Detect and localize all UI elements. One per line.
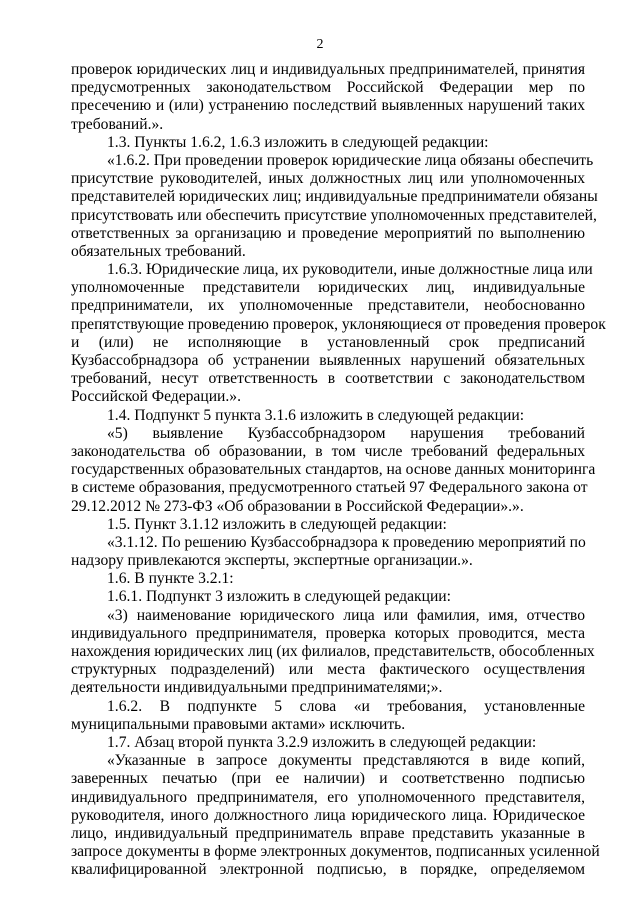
text-line: 1.3. Пункты 1.6.2, 1.6.3 изложить в следующей редакции: <box>107 133 489 151</box>
text-line: Российской Федерации.». <box>71 388 241 406</box>
text-line: запросе документы в форме электронных документов, подписанных усиленной <box>71 843 600 861</box>
text-line: 29.12.2012 № 273-ФЗ «Об образовании в Российской Федерации».». <box>71 497 524 515</box>
text-line: надзору привлекаются эксперты, экспертные организации.». <box>71 552 473 570</box>
text-line: «3) наименование юридического лица или фамилия, имя, отчество <box>107 606 585 624</box>
text-line: обязательных требований. <box>71 242 246 260</box>
text-line: законодательства об образовании, в том числе требований федеральных <box>71 442 585 460</box>
text-line: руководителя, иного должностного лица юридического лица. Юридическое <box>71 806 585 824</box>
text-line: 1.6.3. Юридические лица, их руководители, иные должностные лица или <box>107 261 593 279</box>
text-line: пресечению и (или) устранению последствий выявленных нарушений таких <box>71 97 585 115</box>
text-line: Кузбассобрнадзора об устранении выявленных нарушений обязательных <box>71 352 585 369</box>
text-line: деятельности индивидуальными предпринимателями;». <box>71 679 443 697</box>
text-line: 1.5. Пункт 3.1.12 изложить в следующей редакции: <box>107 515 447 533</box>
document-body <box>71 61 606 879</box>
text-line: 1.7. Абзац второй пункта 3.2.9 изложить в следующей редакции: <box>107 733 537 751</box>
text-line: «Указанные в запросе документы представляются в виде копий, <box>107 752 585 770</box>
text-line: 1.6.2. В подпункте 5 слова «и требования, установленные <box>107 697 585 715</box>
text-line: индивидуального предпринимателя, его уполномоченного представителя, <box>71 788 585 806</box>
text-line: 1.6. В пункте 3.2.1: <box>107 570 234 588</box>
text-line: нахождения юридических лиц (их филиалов, представительств, обособленных <box>71 643 595 660</box>
text-line: заверенных печатью (при ее наличии) и соответственно подписью <box>71 770 585 788</box>
text-line: присутствие руководителей, иных должностных лиц или уполномоченных <box>71 170 585 188</box>
text-line: структурных подразделений) или места фактического осуществления <box>71 661 585 679</box>
text-line: проверок юридических лиц и индивидуальных предпринимателей, принятия <box>71 61 585 78</box>
text-line: присутствовать или обеспечить присутствие уполномоченных представителей, <box>71 206 597 224</box>
text-line: «1.6.2. При проведении проверок юридические лица обязаны обеспечить <box>107 151 594 169</box>
text-line: квалифицированной электронной подписью, в порядке, определяемом <box>71 861 585 879</box>
text-line: предприниматели, их уполномоченные представители, необоснованно <box>71 297 585 315</box>
text-line: государственных образовательных стандартов, на основе данных мониторинга <box>71 461 596 479</box>
text-line: в системе образования, предусмотренного статьей 97 Федерального закона от <box>71 479 588 497</box>
text-line: «3.1.12. По решению Кузбассобрнадзора к проведению мероприятий по <box>107 533 586 551</box>
text-line: представителей юридических лиц; индивидуальные предприниматели обязаны <box>71 188 598 206</box>
text-line: 1.6.1. Подпункт 3 изложить в следующей редакции: <box>107 588 451 606</box>
text-line: и (или) не исполняющие в установленный срок предписаний <box>71 333 585 351</box>
text-line: требований, несут ответственность в соответствии с законодательством <box>71 370 585 388</box>
text-line: индивидуального предпринимателя, проверка которых проводится, места <box>71 624 585 642</box>
text-line: уполномоченные представители юридических лиц, индивидуальные <box>71 279 585 297</box>
page-number: 2 <box>316 37 324 52</box>
text-line: требований.». <box>71 115 164 133</box>
text-line: лицо, индивидуальный предприниматель вправе представить указанные в <box>71 824 585 842</box>
text-line: предусмотренных законодательством Российской Федерации мер по <box>71 79 585 97</box>
text-line: препятствующие проведению проверок, уклоняющиеся от проведения проверок <box>71 315 606 333</box>
text-line: ответственных за организацию и проведение мероприятий по выполнению <box>71 224 585 242</box>
text-line: муниципальными правовыми актами» исключить. <box>71 715 406 733</box>
text-line: 1.4. Подпункт 5 пункта 3.1.6 изложить в следующей редакции: <box>107 406 525 424</box>
text-line: «5) выявление Кузбассобрнадзором нарушения требований <box>107 424 585 442</box>
